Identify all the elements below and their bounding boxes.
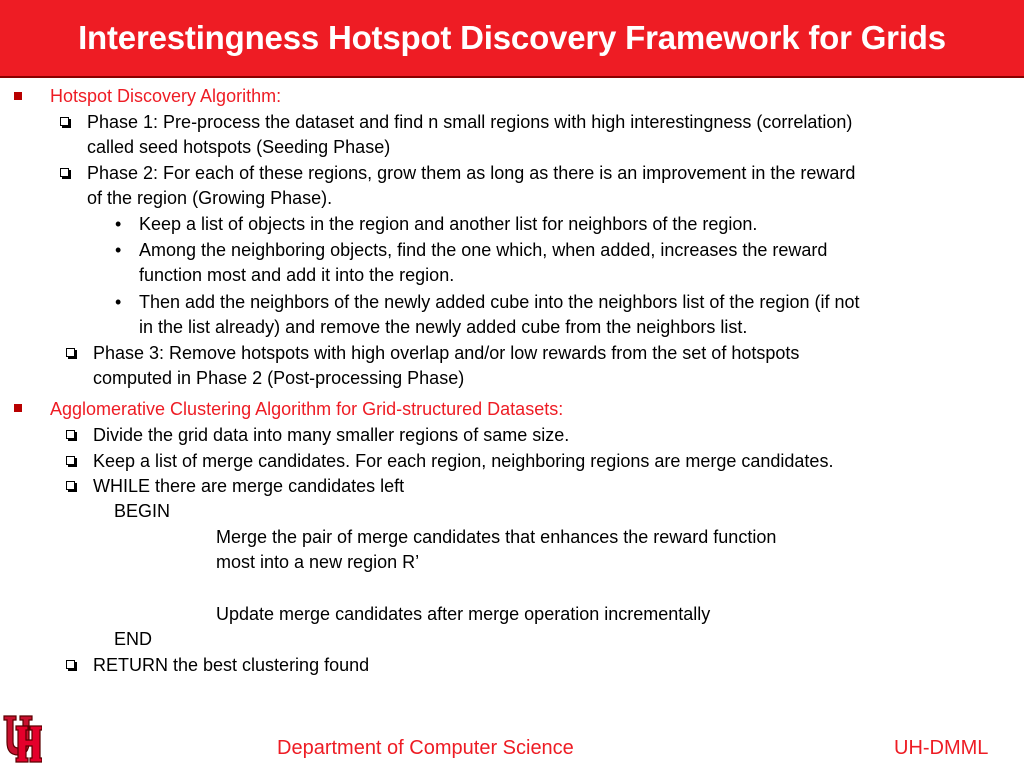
phase2-line-2: of the region (Growing Phase). <box>87 188 333 208</box>
slide-title: Interestingness Hotspot Discovery Framework for Grids <box>78 19 946 56</box>
bullet-2-line-1: Among the neighboring objects, find the one which, when added, increases the reward <box>139 240 828 260</box>
dot-bullet-icon: • <box>115 214 122 234</box>
checkbox-bullet-icon <box>66 660 75 669</box>
begin-keyword: BEGIN <box>114 501 171 521</box>
red-square-bullet-icon <box>14 92 22 100</box>
end-keyword: END <box>114 629 153 649</box>
checkbox-bullet-icon <box>66 430 75 439</box>
bullet-3-line-1: Then add the neighbors of the newly added cube into the neighbors list of the region (if not <box>139 292 860 312</box>
red-square-bullet-icon <box>14 404 22 412</box>
checkbox-bullet-icon <box>60 168 69 177</box>
update-line: Update merge candidates after merge operation incrementally <box>216 604 711 624</box>
checkbox-bullet-icon <box>66 481 75 490</box>
footer <box>0 700 1024 768</box>
phase1-line-2: called seed hotspots (Seeding Phase) <box>87 137 391 157</box>
checkbox-bullet-icon <box>66 348 75 357</box>
footer-department: Department of Computer Science <box>277 737 574 759</box>
merge-line-1: Merge the pair of merge candidates that enhances the reward function <box>216 527 777 547</box>
phase3-line-2: computed in Phase 2 (Post-processing Phase) <box>93 368 465 388</box>
phase2-line-1: Phase 2: For each of these regions, grow them as long as there is an improvement in the reward <box>87 163 856 183</box>
clustering-item-1: Divide the grid data into many smaller regions of same size. <box>93 425 570 445</box>
checkbox-bullet-icon <box>66 456 75 465</box>
return-item: RETURN the best clustering found <box>93 655 370 675</box>
uh-logo-icon <box>2 712 42 766</box>
clustering-item-2: Keep a list of merge candidates. For each region, neighboring regions are merge candidates. <box>93 451 834 471</box>
section-heading-hotspot: Hotspot Discovery Algorithm: <box>50 86 282 106</box>
dot-bullet-icon: • <box>115 292 122 312</box>
dot-bullet-icon: • <box>115 240 122 260</box>
clustering-item-3: WHILE there are merge candidates left <box>93 476 405 496</box>
bullet-1-line-1: Keep a list of objects in the region and another list for neighbors of the region. <box>139 214 758 234</box>
merge-line-2: most into a new region R’ <box>216 552 420 572</box>
footer-lab: UH-DMML <box>894 737 989 759</box>
section-heading-clustering: Agglomerative Clustering Algorithm for Grid-structured Datasets: <box>50 399 564 419</box>
checkbox-bullet-icon <box>60 117 69 126</box>
bullet-3-line-2: in the list already) and remove the newly added cube from the neighbors list. <box>139 317 748 337</box>
phase3-line-1: Phase 3: Remove hotspots with high overlap and/or low rewards from the set of hotspots <box>93 343 800 363</box>
bullet-2-line-2: function most and add it into the region. <box>139 265 455 285</box>
phase1-line-1: Phase 1: Pre-process the dataset and find n small regions with high interestingness (correlation) <box>87 112 853 132</box>
